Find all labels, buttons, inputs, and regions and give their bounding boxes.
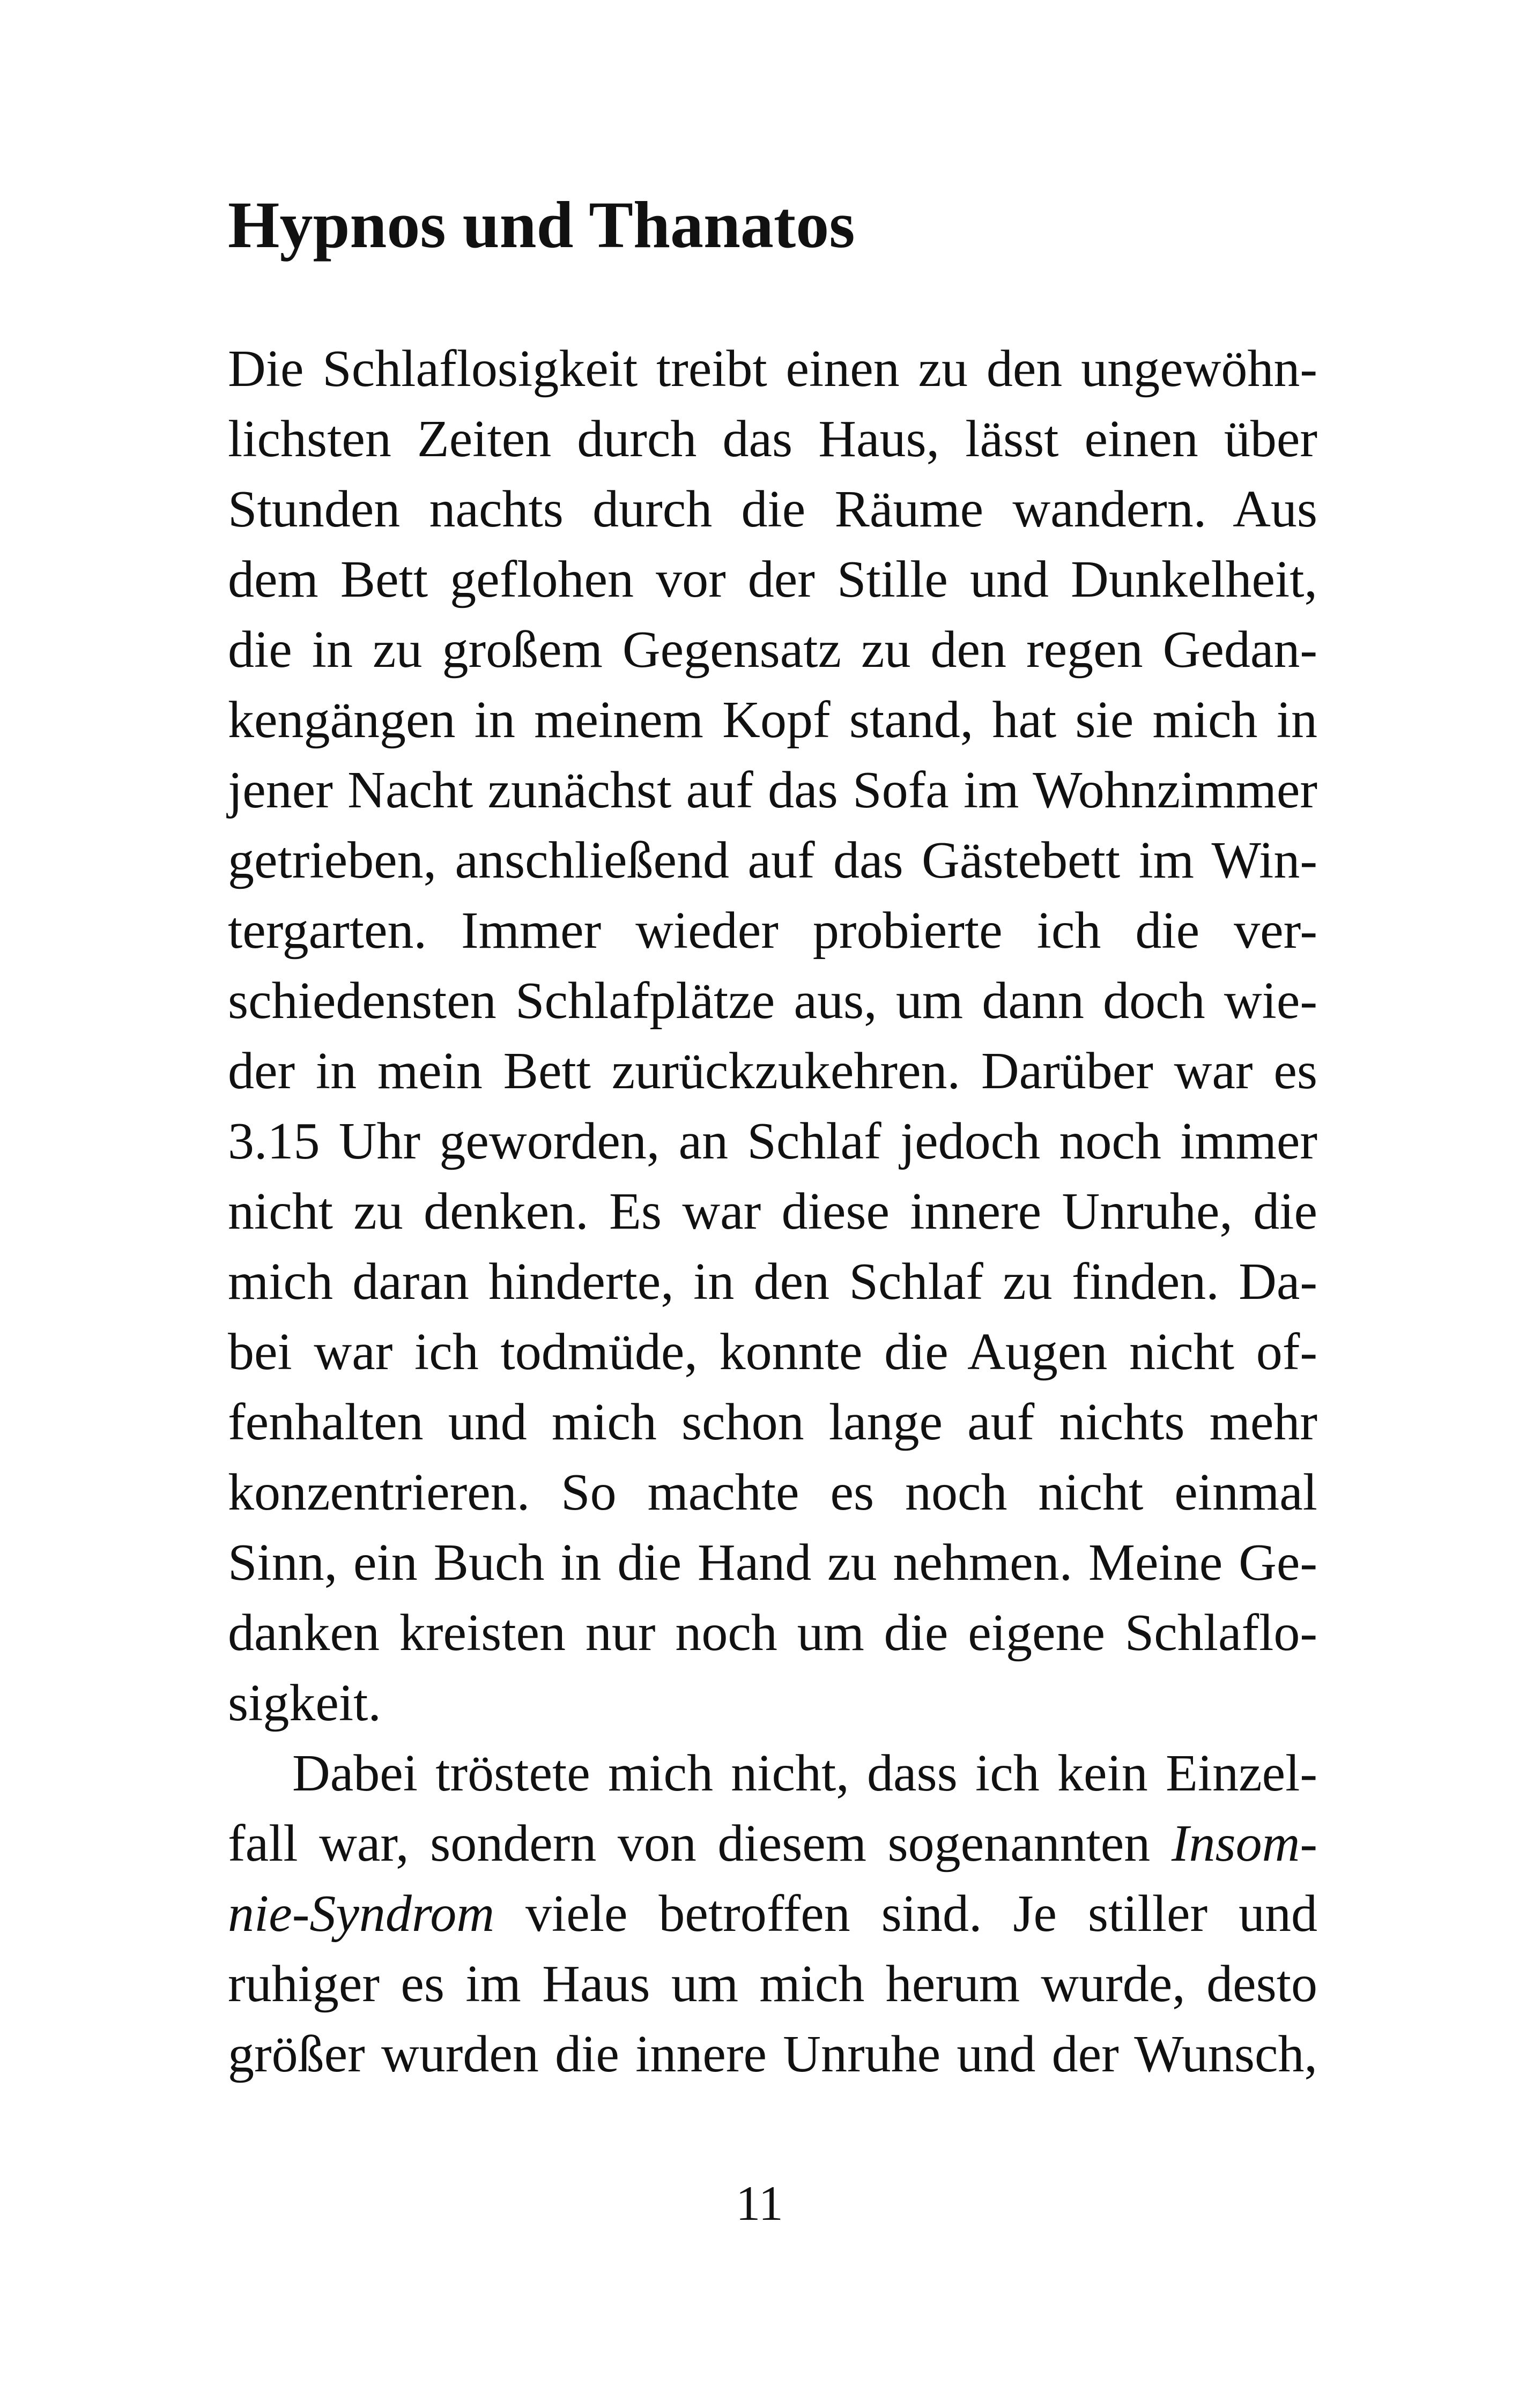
text-segment: viele betroffen sind. Je stiller und	[494, 1885, 1317, 1943]
text-line: Dabei tröstete mich nicht, dass ich kein Einzel-	[292, 1744, 1317, 1802]
page-number: 11	[736, 2176, 783, 2231]
text-line: kengängen in meinem Kopf stand, hat sie mich in	[228, 691, 1317, 749]
text-line: der in mein Bett zurückzukehren. Darüber war es	[228, 1042, 1317, 1100]
text-line: getrieben, anschließend auf das Gästebett im Win-	[228, 831, 1317, 889]
paragraph-2	[228, 1738, 1317, 2090]
text-line: größer wurden die innere Unruhe und der Wunsch,	[228, 2025, 1317, 2083]
paragraph-1	[228, 334, 1317, 1738]
text-line	[228, 1809, 1317, 1879]
text-segment: fall war, sondern von diesem sogenannten	[228, 1815, 1172, 1872]
text-line: danken kreisten nur noch um die eigene Schlaflo-	[228, 1604, 1317, 1662]
text-line: 3.15 Uhr geworden, an Schlaf jedoch noch immer	[228, 1112, 1317, 1170]
text-line: fenhalten und mich schon lange auf nichts mehr	[228, 1393, 1317, 1451]
text-line: lichsten Zeiten durch das Haus, lässt einen über	[228, 410, 1317, 468]
text-line: sigkeit.	[228, 1674, 381, 1732]
text-line: Stunden nachts durch die Räume wandern. Aus	[228, 480, 1317, 538]
text-line: tergarten. Immer wieder probierte ich die ver-	[228, 902, 1317, 960]
italic-term: Insom-	[1171, 1815, 1317, 1872]
text-line	[228, 1879, 1317, 1949]
chapter-title: Hypnos und Thanatos	[228, 188, 855, 262]
text-line: bei war ich todmüde, konnte die Augen nicht of-	[228, 1323, 1317, 1381]
text-line: jener Nacht zunächst auf das Sofa im Wohnzimmer	[228, 761, 1317, 819]
text-line: nicht zu denken. Es war diese innere Unruhe, die	[228, 1183, 1317, 1240]
text-line: mich daran hinderte, in den Schlaf zu finden. Da-	[228, 1253, 1317, 1311]
text-line: Die Schlaflosigkeit treibt einen zu den ungewöhn-	[228, 340, 1317, 398]
text-line: konzentrieren. So machte es noch nicht einmal	[228, 1463, 1317, 1521]
text-line: ruhiger es im Haus um mich herum wurde, desto	[228, 1955, 1317, 2013]
body-text	[228, 334, 1317, 2090]
text-line: dem Bett geflohen vor der Stille und Dunkelheit,	[228, 551, 1317, 608]
text-line: die in zu großem Gegensatz zu den regen Gedan-	[228, 621, 1317, 679]
text-line: schiedensten Schlafplätze aus, um dann doch wie-	[228, 972, 1317, 1030]
italic-term: nie-Syndrom	[228, 1885, 495, 1943]
text-line: Sinn, ein Buch in die Hand zu nehmen. Meine Ge-	[228, 1534, 1317, 1592]
